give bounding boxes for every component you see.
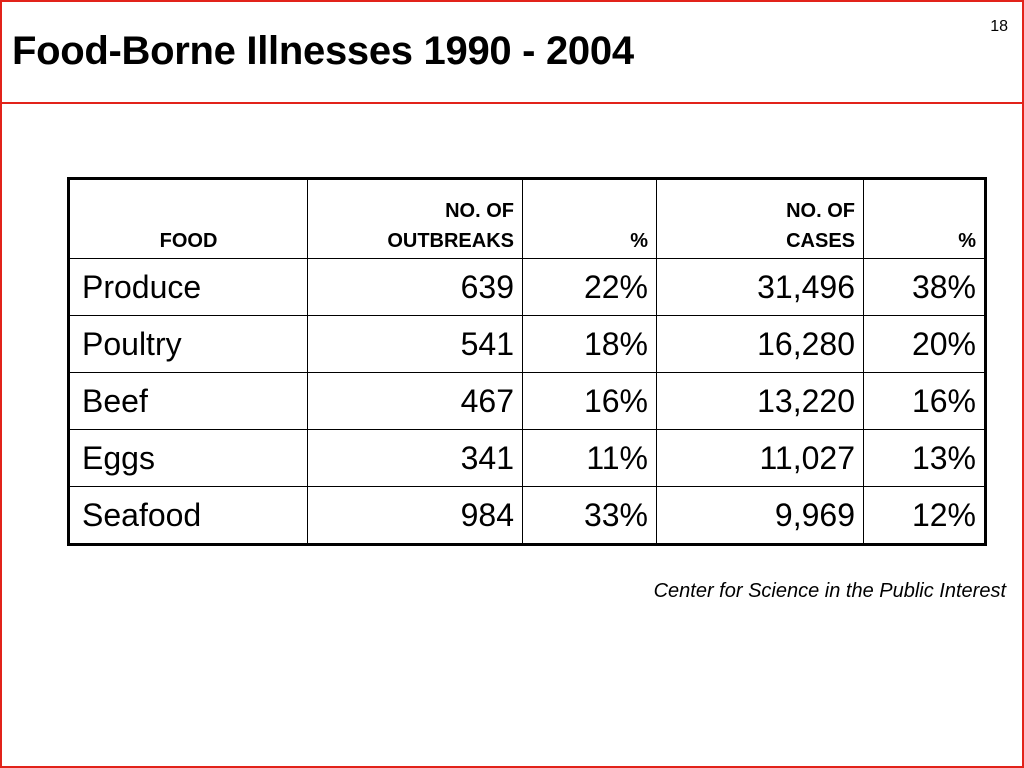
cell-food: Poultry	[69, 316, 308, 373]
header-outbreaks	[308, 179, 523, 259]
header-outbreaks-percent-label: %	[630, 230, 648, 252]
cell-food: Beef	[69, 373, 308, 430]
header-cases	[657, 179, 864, 259]
cell-cases: 16,280	[657, 316, 864, 373]
source-note: Center for Science in the Public Interest	[653, 580, 1006, 602]
cell-cases: 11,027	[657, 430, 864, 487]
cell-cases-percent: 16%	[864, 373, 986, 430]
cell-outbreaks: 541	[308, 316, 523, 373]
title-bar	[2, 2, 1022, 104]
cell-cases: 31,496	[657, 259, 864, 316]
cell-outbreaks: 467	[308, 373, 523, 430]
header-food-label: FOOD	[159, 230, 218, 252]
header-food	[69, 179, 308, 259]
page-number: 18	[990, 18, 1008, 35]
header-cases-percent	[864, 179, 986, 259]
cell-food: Produce	[69, 259, 308, 316]
cell-outbreaks-percent: 16%	[523, 373, 657, 430]
cell-cases: 13,220	[657, 373, 864, 430]
cell-cases-percent: 38%	[864, 259, 986, 316]
cell-outbreaks-percent: 18%	[523, 316, 657, 373]
cell-cases: 9,969	[657, 487, 864, 545]
cell-outbreaks-percent: 33%	[523, 487, 657, 545]
slide-title: Food-Borne Illnesses 1990 - 2004	[12, 29, 634, 73]
table-row	[69, 373, 986, 430]
header-outbreaks-percent	[523, 179, 657, 259]
food-outbreak-table	[67, 177, 987, 546]
cell-outbreaks-percent: 22%	[523, 259, 657, 316]
table-body	[69, 259, 986, 545]
cell-food: Seafood	[69, 487, 308, 545]
cell-cases-percent: 13%	[864, 430, 986, 487]
header-cases-line2: CASES	[786, 230, 855, 252]
cell-outbreaks: 639	[308, 259, 523, 316]
header-outbreaks-line2: OUTBREAKS	[387, 230, 514, 252]
cell-cases-percent: 20%	[864, 316, 986, 373]
header-outbreaks-line1: NO. OF	[445, 200, 514, 222]
header-cases-percent-label: %	[958, 230, 976, 252]
header-cases-line1: NO. OF	[786, 200, 855, 222]
table-row	[69, 316, 986, 373]
table-header	[69, 179, 986, 259]
cell-outbreaks: 341	[308, 430, 523, 487]
cell-outbreaks-percent: 11%	[523, 430, 657, 487]
cell-cases-percent: 12%	[864, 487, 986, 545]
table-row	[69, 430, 986, 487]
cell-outbreaks: 984	[308, 487, 523, 545]
table-row	[69, 487, 986, 545]
header-row	[69, 179, 986, 259]
table-row	[69, 259, 986, 316]
cell-food: Eggs	[69, 430, 308, 487]
